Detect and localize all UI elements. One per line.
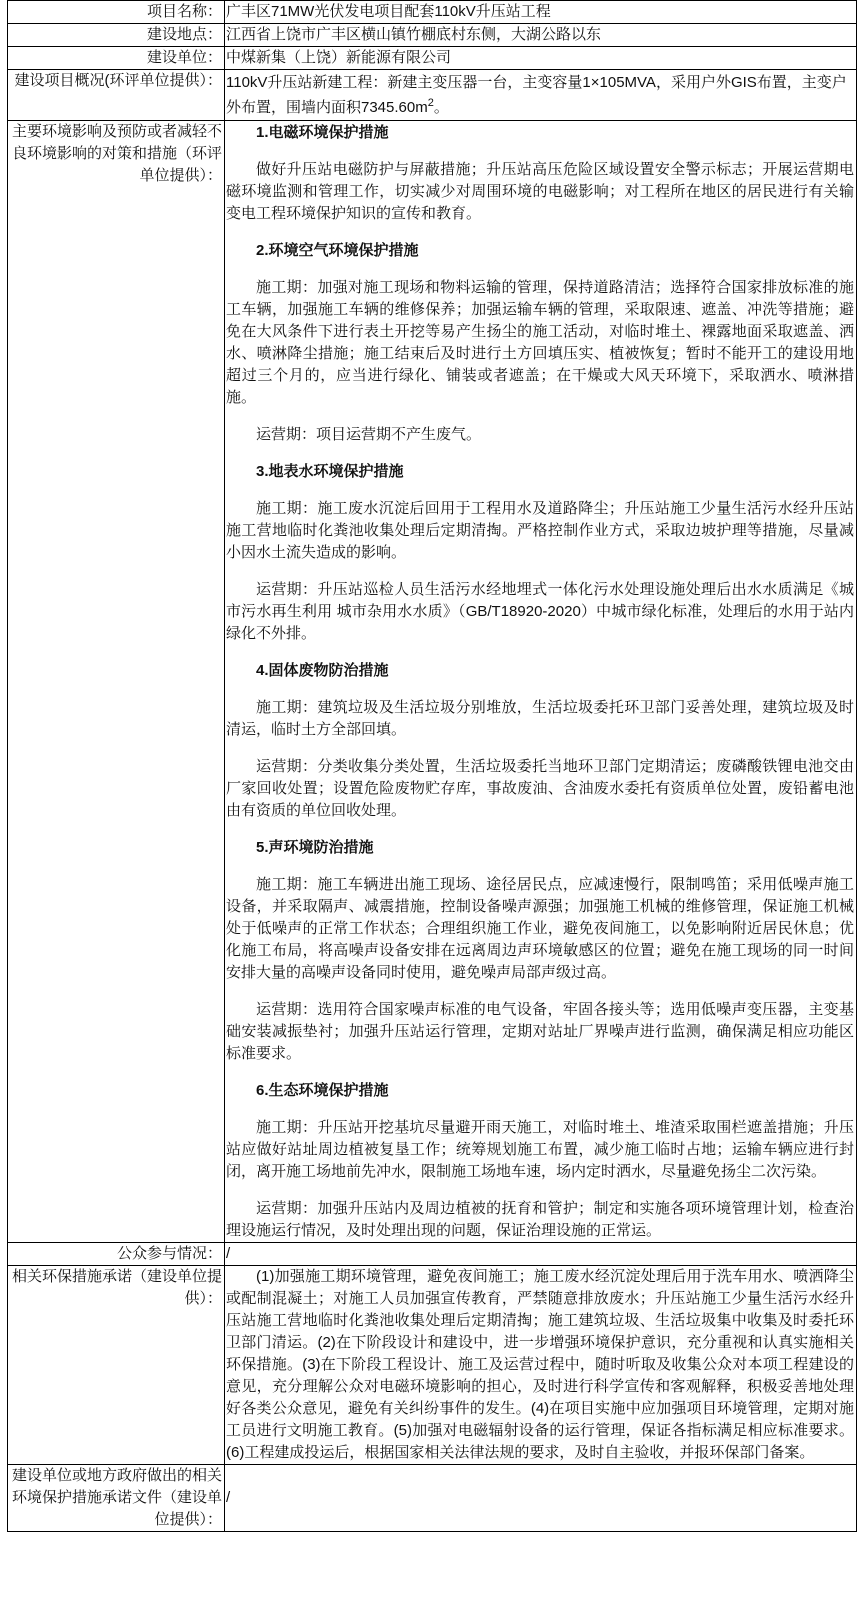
row-location — [8, 24, 857, 47]
row-public — [8, 1243, 857, 1266]
location-label: 建设地点： — [8, 24, 225, 47]
section-6-title: 6.生态环境保护措施 — [256, 1082, 389, 1099]
row-builder — [8, 47, 857, 70]
row-measures — [8, 121, 857, 1243]
commitment-value: (1)加强施工期环境管理，避免夜间施工；施工废水经沉淀处理后用于洗车用水、喷洒降尘或配制混凝土；对施工人员加强宣传教育，严禁随意排放废水；升压站施工少量生活污水经升压站施工营地临时化粪池收集处理后定期清掏；施工建筑垃圾、生活垃圾集中收集及时委托环卫部门清运。(2)在下阶段设计和建设中，进一步增强环境保护意识，充分重视和认真实施相关环保措施。(3)在下阶段工程设计、施工及运营过程中，随时听取及收集公众对本项工程建设的意见，充分理解公众对电磁环境影响的担心，及时进行科学宣传和客观解释，积极妥善地处理好各类公众意见，避免有关纠纷事件的发生。(4)在项目实施中应加强项目环境管理，定期对施工员进行文明施工教育。(5)加强对电磁辐射设备的运行管理，保证各指标满足相应标准要求。(6)工程建成投运后，根据国家相关法律法规的要求，及时自主验收，并报环保部门备案。 — [226, 1268, 854, 1461]
project-name-label: 项目名称： — [8, 1, 225, 24]
row-gov-commitment — [8, 1465, 857, 1532]
public-value: / — [225, 1243, 857, 1266]
section-1-title: 1.电磁环境保护措施 — [256, 124, 389, 141]
overview-value-cell — [225, 70, 857, 121]
overview-tail: 。 — [433, 99, 449, 116]
section-5-paragraph-1: 施工期：施工车辆进出施工现场、途径居民点，应减速慢行，限制鸣笛；采用低噪声施工设备，并采取隔声、减震措施，控制设备噪声源强；加强施工机械的维修管理，保证施工机械处于低噪声的正常工作状态；合理组织施工作业，避免夜间施工，以免影响附近居民休息；优化施工布局，将高噪声设备安排在远离周边声环境敏感区的位置；避免在施工现场的同一时间安排大量的高噪声设备同时使用，避免噪声局部声级过高。 — [226, 876, 854, 981]
builder-value: 中煤新集（上饶）新能源有限公司 — [225, 47, 857, 70]
commitment-value-cell — [225, 1266, 857, 1465]
overview-superscript: 2 — [427, 97, 434, 109]
section-1-paragraph: 做好升压站电磁防护与屏蔽措施；升压站高压危险区域设置安全警示标志；开展运营期电磁环境监测和管理工作，切实减少对周围环境的电磁影响；对工程所在地区的居民进行有关输变电工程环境保护知识的宣传和教育。 — [226, 161, 854, 222]
row-overview — [8, 70, 857, 121]
section-3-title: 3.地表水环境保护措施 — [256, 463, 404, 480]
overview-value: 110kV升压站新建工程：新建主变压器一台，主变容量1×105MVA，采用户外GIS布置，主变户外布置，围墙内面积7345.60m — [226, 74, 847, 116]
section-6-paragraph-1: 施工期：升压站开挖基坑尽量避开雨天施工，对临时堆土、堆渣采取围栏遮盖措施；升压站应做好站址周边植被复垦工作；统筹规划施工布置，减少施工临时占地；运输车辆应进行封闭，离开施工场地前先冲水，限制施工场地车速，场内定时洒水，尽量避免扬尘二次污染。 — [226, 1119, 854, 1180]
location-value: 江西省上饶市广丰区横山镇竹棚底村东侧，大湖公路以东 — [225, 24, 857, 47]
gov-commitment-label: 建设单位或地方政府做出的相关环境保护措施承诺文件（建设单位提供）： — [8, 1465, 225, 1532]
section-4-paragraph-2: 运营期：分类收集分类处置，生活垃圾委托当地环卫部门定期清运；废磷酸铁锂电池交由厂家回收处置；设置危险废物贮存库，事故废油、含油废水委托有资质单位处置，废铅蓄电池由有资质的单位回收处理。 — [226, 758, 854, 819]
section-4-title: 4.固体废物防治措施 — [256, 662, 389, 679]
section-2-title: 2.环境空气环境保护措施 — [256, 242, 419, 259]
row-project-name — [8, 1, 857, 24]
section-2-paragraph-2: 运营期：项目运营期不产生废气。 — [256, 426, 482, 443]
overview-label: 建设项目概况(环评单位提供）： — [8, 70, 225, 121]
row-commitment — [8, 1266, 857, 1465]
section-3-paragraph-1: 施工期：施工废水沉淀后回用于工程用水及道路降尘；升压站施工少量生活污水经升压站施工营地临时化粪池收集处理后定期清掏。严格控制作业方式，采取边坡护理等措施，尽量减小因水土流失造成的影响。 — [226, 500, 854, 561]
gov-commitment-value: / — [225, 1465, 857, 1532]
section-5-paragraph-2: 运营期：选用符合国家噪声标准的电气设备，牢固各接头等；选用低噪声变压器，主变基础安装减振垫衬；加强升压站运行管理，定期对站址厂界噪声进行监测，确保满足相应功能区标准要求。 — [226, 1001, 854, 1062]
section-5-title: 5.声环境防治措施 — [256, 839, 374, 856]
public-label: 公众参与情况： — [8, 1243, 225, 1266]
project-name-value: 广丰区71MW光伏发电项目配套110kV升压站工程 — [225, 1, 857, 24]
builder-label: 建设单位： — [8, 47, 225, 70]
section-2-paragraph-1: 施工期：加强对施工现场和物料运输的管理，保持道路清洁；选择符合国家排放标准的施工车辆，加强施工车辆的维修保养；加强运输车辆的管理，采取限速、遮盖、冲洗等措施；避免在大风条件下进行表土开挖等易产生扬尘的施工活动，对临时堆土、裸露地面采取遮盖、洒水、喷淋降尘措施；施工结束后及时进行土方回填压实、植被恢复；暂时不能开工的建设用地超过三个月的，应当进行绿化、铺装或者遮盖；在干燥或大风天环境下，采取洒水、喷淋措施。 — [226, 279, 854, 406]
commitment-label: 相关环保措施承诺（建设单位提供）： — [8, 1266, 225, 1465]
info-table — [7, 0, 857, 1532]
section-3-paragraph-2: 运营期：升压站巡检人员生活污水经地埋式一体化污水处理设施处理后出水水质满足《城市污水再生利用 城市杂用水水质》（GB/T18920-2020）中城市绿化标准，处理后的水用于站内绿化不外排。 — [226, 581, 854, 642]
measures-label: 主要环境影响及预防或者减轻不良环境影响的对策和措施（环评单位提供）： — [8, 121, 225, 1243]
section-6-paragraph-2: 运营期：加强升压站内及周边植被的抚育和管护；制定和实施各项环境管理计划，检查治理设施运行情况，及时处理出现的问题，保证治理设施的正常运。 — [226, 1200, 854, 1239]
measures-content — [225, 121, 857, 1243]
section-4-paragraph-1: 施工期：建筑垃圾及生活垃圾分别堆放，生活垃圾委托环卫部门妥善处理，建筑垃圾及时清运，临时土方全部回填。 — [226, 699, 854, 738]
